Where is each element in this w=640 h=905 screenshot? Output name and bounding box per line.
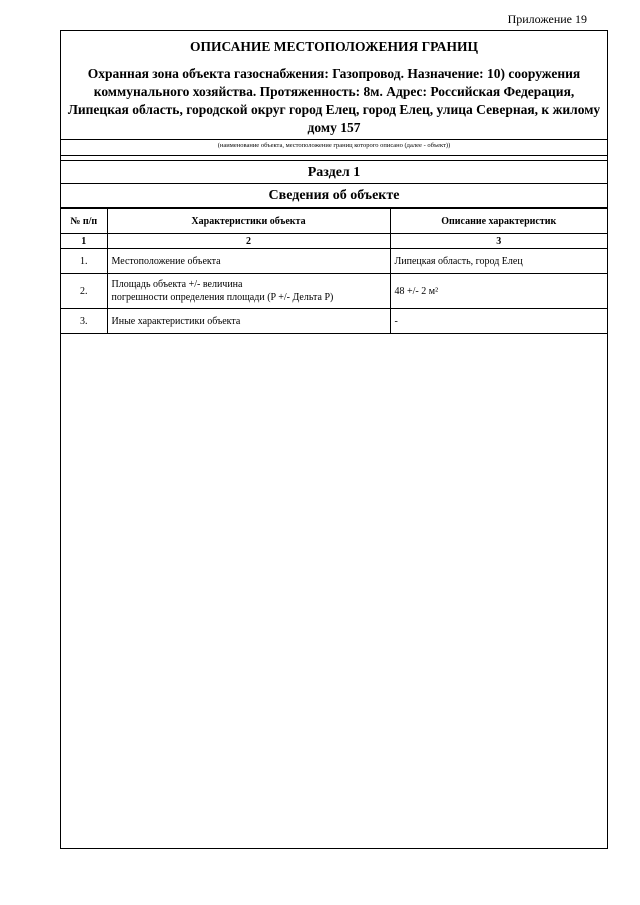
row-description: Липецкая область, город Елец bbox=[390, 249, 607, 274]
characteristic-line: Площадь объекта +/- величина bbox=[111, 279, 243, 290]
table-row bbox=[61, 274, 607, 309]
row-characteristic bbox=[107, 249, 390, 274]
document-subject: Охранная зона объекта газоснабжения: Газопровод. Назначение: 10) сооружения коммунального хозяйства. Протяженность: 8м. Адрес: Российская Федерация, Липецкая область, городской округ город Елец, город Елец, улица Северная, к жилому дому 157 bbox=[61, 57, 607, 140]
document-title: ОПИСАНИЕ МЕСТОПОЛОЖЕНИЯ ГРАНИЦ bbox=[190, 39, 478, 54]
column-number-row bbox=[61, 234, 607, 249]
table-row bbox=[61, 249, 607, 274]
object-caption: (наименование объекта, местоположение границ которого описано (далее - объект)) bbox=[61, 140, 607, 156]
document-frame bbox=[60, 30, 608, 849]
column-number: 1 bbox=[61, 234, 107, 249]
row-description: 48 +/- 2 м² bbox=[390, 274, 607, 309]
row-num: 1. bbox=[61, 249, 107, 274]
table-header-row bbox=[61, 209, 607, 234]
header-characteristic: Характеристики объекта bbox=[107, 209, 390, 234]
row-characteristic bbox=[107, 274, 390, 309]
header-num: № п/п bbox=[61, 209, 107, 234]
row-num: 3. bbox=[61, 309, 107, 334]
object-info-table bbox=[61, 208, 607, 334]
column-number: 2 bbox=[107, 234, 390, 249]
row-description: - bbox=[390, 309, 607, 334]
section-subtitle: Сведения об объекте bbox=[61, 184, 607, 208]
section-title: Раздел 1 bbox=[61, 160, 607, 184]
row-num: 2. bbox=[61, 274, 107, 309]
table-row bbox=[61, 309, 607, 334]
column-number: 3 bbox=[390, 234, 607, 249]
header-description: Описание характеристик bbox=[390, 209, 607, 234]
characteristic-line: погрешности определения площади (P +/- Дельта P) bbox=[111, 292, 334, 303]
appendix-label: Приложение 19 bbox=[507, 12, 587, 26]
row-characteristic bbox=[107, 309, 390, 334]
characteristic-line: Местоположение объекта bbox=[111, 255, 221, 267]
characteristic-line: Иные характеристики объекта bbox=[111, 315, 241, 327]
